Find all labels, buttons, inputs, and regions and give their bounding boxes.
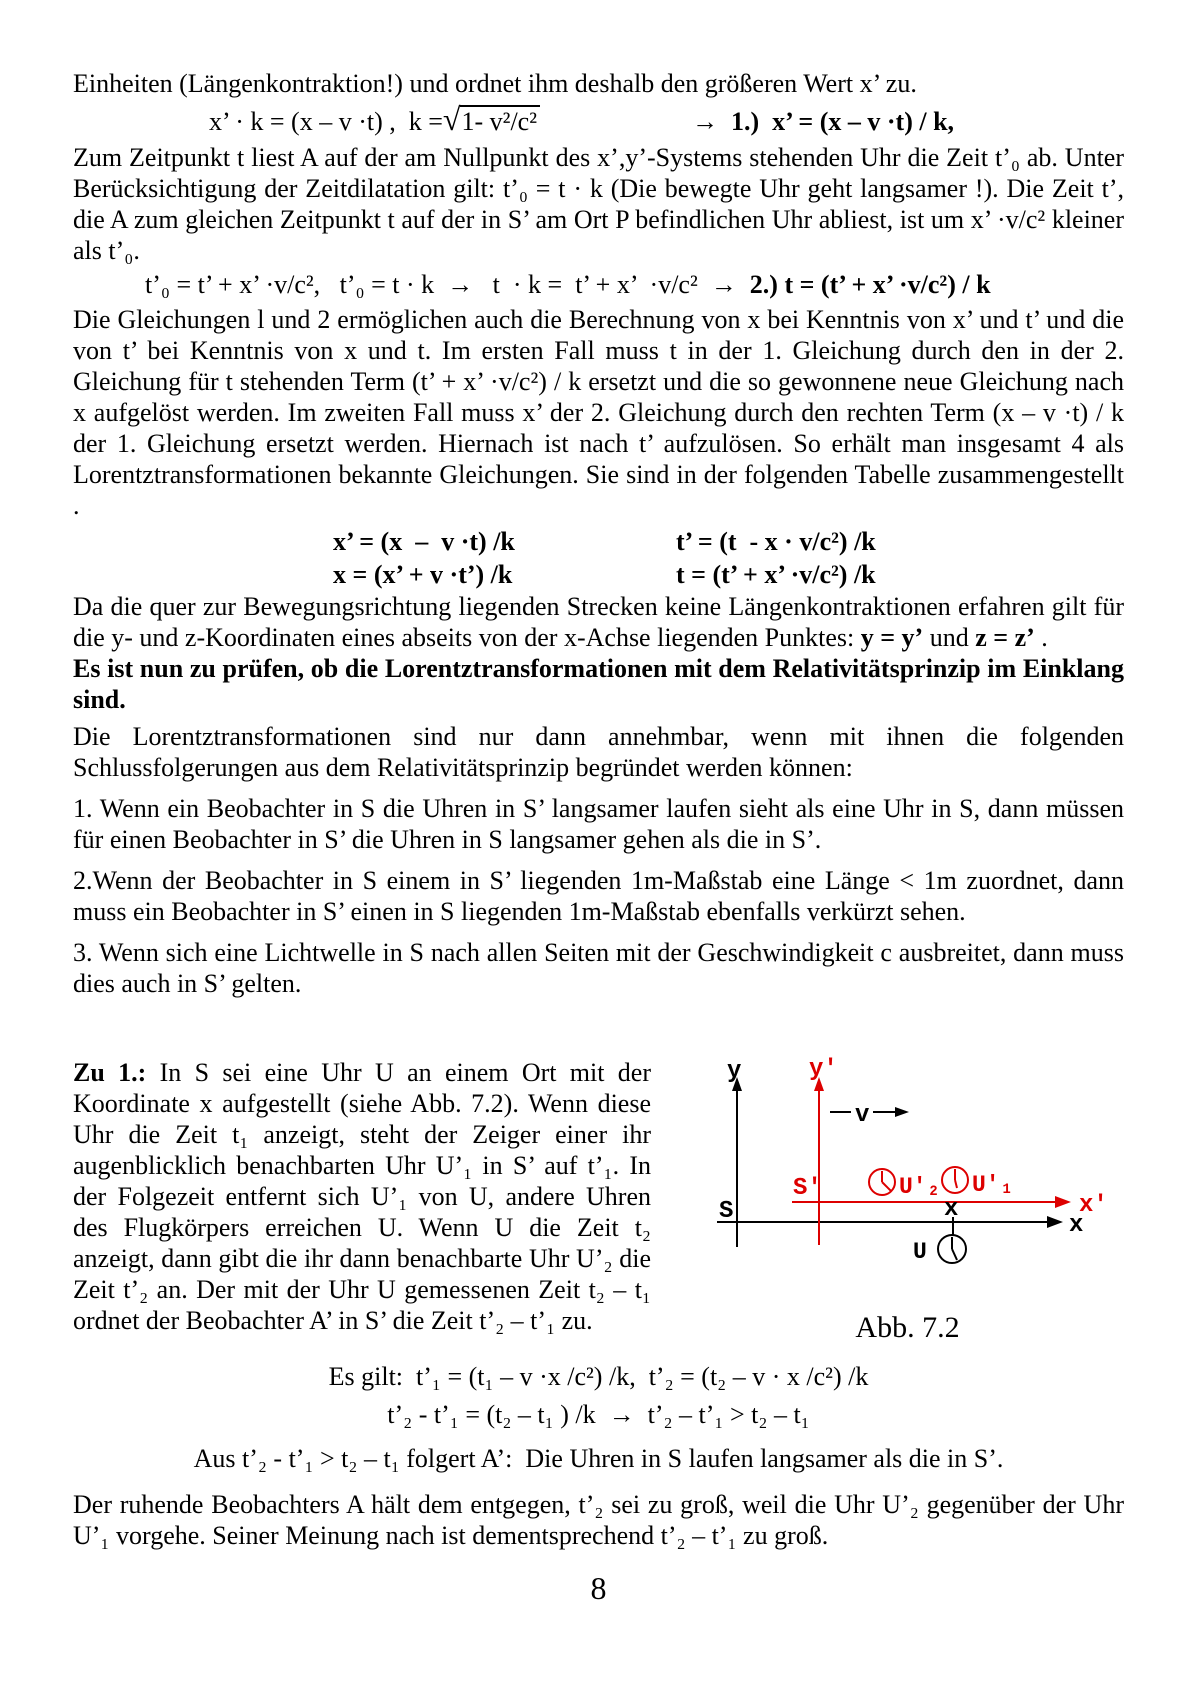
s-prime-label: S' bbox=[793, 1175, 822, 1202]
table-cell: x’ = (x – v ·t) /k bbox=[333, 527, 515, 556]
clock-u-prime-2-label: U'₂ bbox=[899, 1174, 941, 1200]
table-cell: t = (t’ + x’ ·v/c²) /k bbox=[676, 560, 876, 589]
section-zu-1 bbox=[73, 1057, 1124, 1345]
clock-u-icon bbox=[938, 1235, 966, 1263]
x-prime-axis-label: x' bbox=[1079, 1192, 1108, 1219]
clock-u-label: U bbox=[913, 1239, 927, 1265]
conclusion-item-3: 3. Wenn sich eine Lichtwelle in S nach allen Seiten mit der Geschwindigkeit c ausbreitet, dann muss dies auch in S’ gelten. bbox=[73, 938, 1124, 998]
sqrt-radicand: 1- v²/c² bbox=[460, 105, 540, 136]
equation-conclusion: Aus t’₂ - t’₁ > t₂ – t₁ folgert A’: Die Uhren in S laufen langsamer als die in S’. bbox=[193, 1444, 1004, 1473]
equation-1-result: → 1.) x’ = (x – v ·t) / k, bbox=[692, 107, 955, 136]
sqrt-sign: √ bbox=[442, 101, 461, 137]
y-axis-label: y bbox=[727, 1058, 742, 1085]
paragraph-observer-a: Der ruhende Beobachters A hält dem entgegen, t’₂ sei zu groß, weil die Uhr U’₂ gegenüber der Uhr U’₁ vorgehe. Seiner Meinung nach ist dementsprechend t’₂ – t’₁ zu groß. bbox=[73, 1490, 1124, 1550]
figure-7-2-diagram bbox=[651, 1057, 1124, 1302]
equation-difference: t’₂ - t’₁ = (t₂ – t₁ ) /k → t’₂ – t’₁ > t₂ – t₁ bbox=[387, 1400, 810, 1429]
paragraph-equations-1-2: Die Gleichungen l und 2 ermöglichen auch die Berechnung von x bei Kenntnis von x’ und t’ und die von t’ bei Kenntnis von x und t. Im ersten Fall muss t in der 1. Gleichung durch den in der 2. Gleichung für t stehenden Term (t’ + x’ ·v/c²) / k ersetzt und die so gewonnene neue Gleichung nach x aufgelöst werden. Im zweiten Fall muss x’ der 2. Gleichung durch den rechten Term (x – v ·t) / k der 1. Gleichung ersetzt werden. Hiernach ist nach t’ aufzulösen. So erhält man insgesamt 4 als Lorentztransformationen bekannte Gleichungen. Sie sind in der folgenden Tabelle zusammengestellt . bbox=[73, 305, 1124, 520]
clock-u-prime-1-label: U'₁ bbox=[972, 1172, 1014, 1198]
paragraph-transverse: Da die quer zur Bewegungsrichtung liegenden Strecken keine Längenkontraktionen erfahren gilt für die y- und z-Koordinaten eines abseits von der x-Achse liegenden Punktes: y = y’ und z = z’ . bbox=[73, 592, 1124, 652]
moving-frame-s-prime bbox=[792, 1077, 1071, 1245]
lorentz-transformation-table bbox=[73, 525, 1124, 591]
x-axis-arrowhead bbox=[1047, 1216, 1063, 1228]
paragraph-time-reading: Zum Zeitpunkt t liest A auf der am Nullpunkt des x’,y’-Systems stehenden Uhr die Zeit t’₀ ab. Unter Berücksichtigung der Zeitdilatation gilt: t’₀ = t · k (Die bewegte Uhr geht langsamer !). Die Zeit t’, die A zum gleichen Zeitpunkt t auf der in S’ am Ort P befindlichen Uhr abliest, ist um x’ ·v/c² kleiner als t’₀. bbox=[73, 143, 1124, 265]
equation-1 bbox=[73, 101, 1124, 140]
clock-u-prime-1-icon bbox=[942, 1167, 968, 1193]
x-position-label: x bbox=[944, 1196, 959, 1223]
paragraph-check-statement: Es ist nun zu prüfen, ob die Lorentztransformationen mit dem Relativitätsprinzip im Einklang sind. bbox=[73, 654, 1124, 714]
table-row bbox=[73, 558, 1124, 591]
x-prime-axis-arrowhead bbox=[1055, 1196, 1071, 1208]
table-cell: x = (x’ + v ·t’) /k bbox=[333, 560, 513, 589]
paragraph-acceptable: Die Lorentztransformationen sind nur dann annehmbar, wenn mit ihnen die folgenden Schlussfolgerungen aus dem Relativitätsprinzip begründet werden können: bbox=[73, 722, 1124, 782]
s-label: S bbox=[719, 1198, 734, 1225]
velocity-label: v bbox=[855, 1102, 870, 1129]
clock-u-prime-2-icon bbox=[869, 1169, 895, 1195]
equation-2: t’₀ = t’ + x’ ·v/c², t’₀ = t · k → t · k = t’ + x’ ·v/c² → 2.) t = (t’ + x’ ·v/c²) / k bbox=[145, 270, 991, 299]
equation-1-left: x’ · k = (x – v ·t) , k =√1- v²/c² bbox=[209, 101, 540, 140]
figure-column bbox=[651, 1057, 1124, 1345]
zu-1-lead: Zu 1.: bbox=[73, 1058, 147, 1087]
conclusion-item-1: 1. Wenn ein Beobachter in S die Uhren in S’ langsamer laufen sieht als eine Uhr in S, dann müssen für einen Beobachter in S’ die Uhren in S langsamer gehen als die in S’. bbox=[73, 794, 1124, 854]
v-arrowhead bbox=[895, 1107, 909, 1117]
arrow-glyph: → bbox=[692, 107, 731, 136]
x-axis-label: x bbox=[1069, 1212, 1084, 1239]
conclusion-item-2: 2.Wenn der Beobachter in S einem in S’ liegenden 1m-Maßstab eine Länge < 1m zuordnet, dann muss ein Beobachter in S’ einen in S liegenden 1m-Maßstab ebenfalls verkürzt sehen. bbox=[73, 866, 1124, 926]
paragraph-intro: Einheiten (Längenkontraktion!) und ordnet ihm deshalb den größeren Wert x’ zu. bbox=[73, 69, 917, 98]
page-number: 8 bbox=[590, 1570, 607, 1606]
equation-es-gilt: Es gilt: t’₁ = (t₁ – v ·x /c²) /k, t’₂ = (t₂ – v · x /c²) /k bbox=[328, 1362, 869, 1391]
table-row bbox=[73, 525, 1124, 558]
table-cell: t’ = (t - x · v/c²) /k bbox=[676, 527, 876, 556]
zu-1-text-column: Zu 1.: In S sei eine Uhr U an einem Ort mit der Koordinate x aufgestellt (siehe Abb. 7.2). Wenn diese Uhr die Zeit t₁ anzeigt, steht der Zeiger einer ihr augenblicklich benachbarten Uhr U’₁ in S’ auf t’₁. In der Folgezeit entfernt sich U’₁ von U, andere Uhren des Flugkörpers erreichen U. Wenn U die Zeit t₂ anzeigt, dann gibt die ihr dann benachbarte Uhr U’₂ die Zeit t’₂ an. Der mit der Uhr U gemessenen Zeit t₂ – t₁ ordnet der Beobachter A’ in S’ die Zeit t’₂ – t’₁ zu. bbox=[73, 1058, 652, 1335]
figure-caption: Abb. 7.2 bbox=[855, 1311, 960, 1344]
y-prime-axis-label: y' bbox=[809, 1057, 838, 1083]
rest-frame-s bbox=[717, 1077, 1063, 1263]
